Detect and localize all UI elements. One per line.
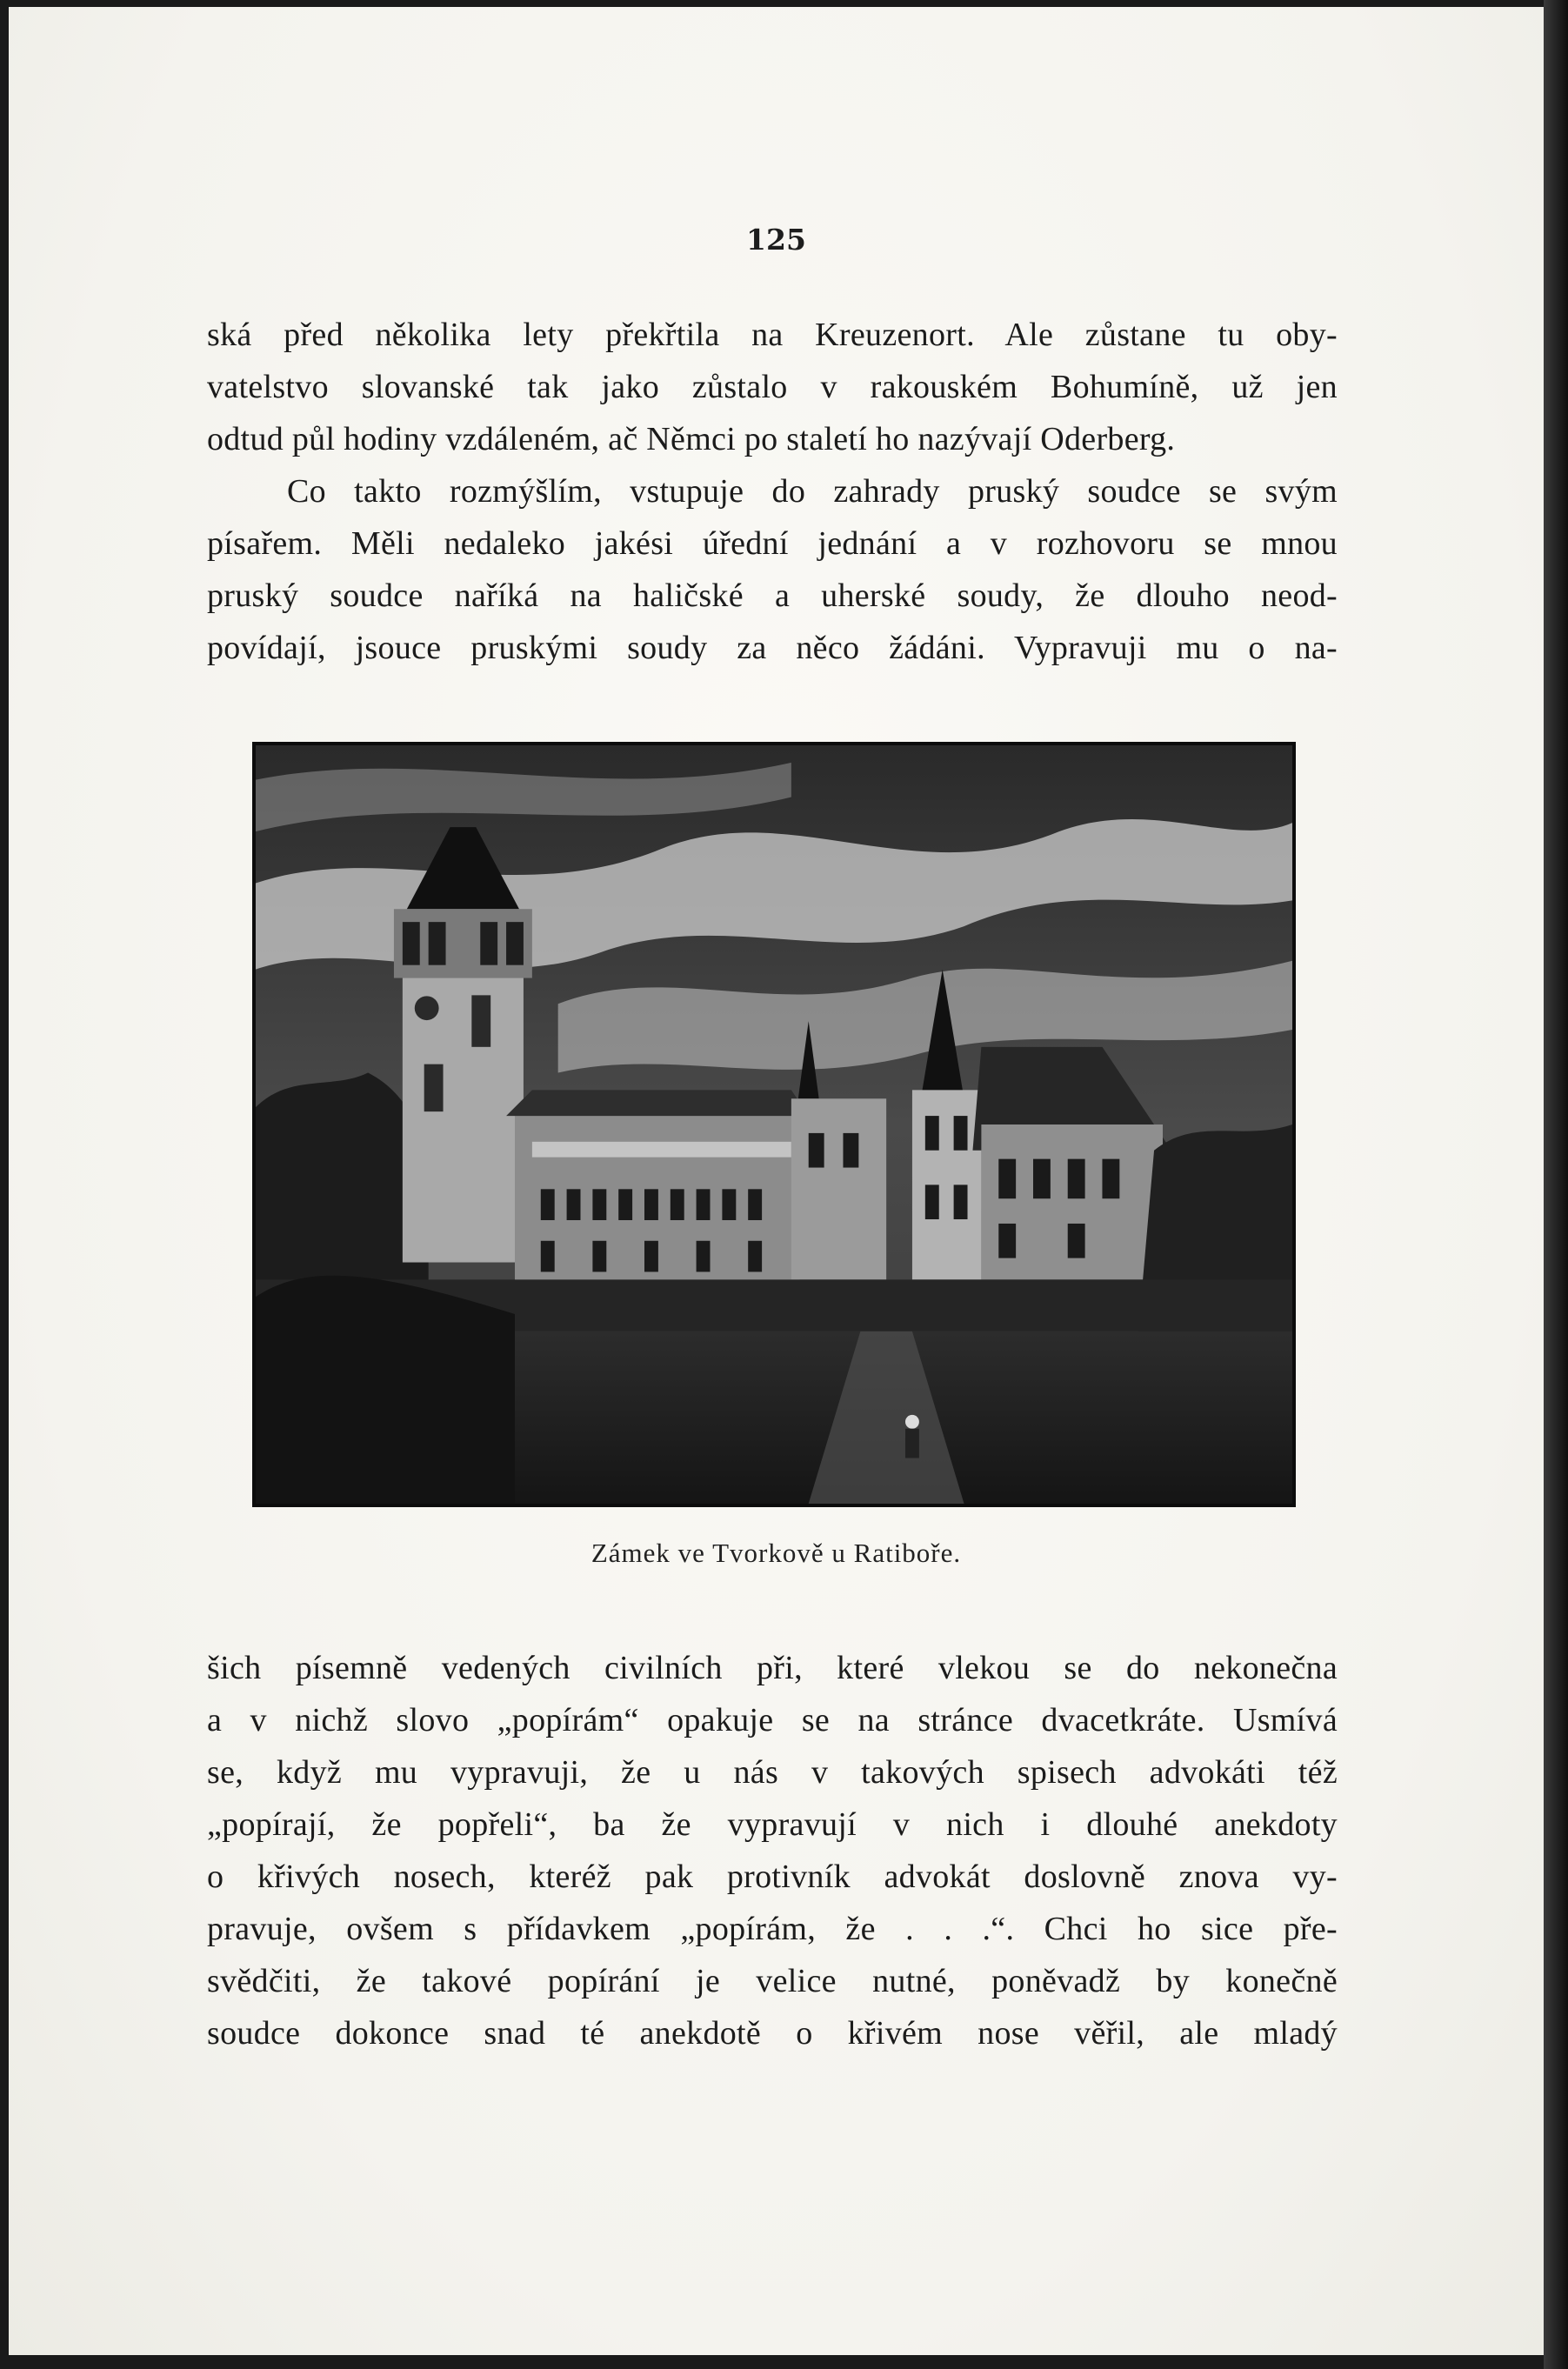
text-line: písařem. Měli nedaleko jakési úřední jednání a v rozhovoru se mnou [207, 525, 1338, 562]
text-line: o křivých nosech, kteréž pak protivník advokát doslovně znova vy- [207, 1858, 1338, 1895]
figure-caption: Zámek ve Tvorkově u Ratiboře. [591, 1538, 962, 1568]
paragraph [207, 465, 1338, 674]
text-line: „popírají, že popřeli“, ba že vypravují v nich i dlouhé anekdoty [207, 1806, 1338, 1843]
text-line: pruský soudce naříká na haličské a uherské soudy, že dlouho neod- [207, 577, 1338, 614]
book-page [9, 7, 1544, 2355]
text-line: ská před několika lety překřtila na Kreuzenort. Ale zůstane tu oby- [207, 317, 1338, 353]
text-line: povídají, jsouce pruskými soudy za něco žádáni. Vypravuji mu o na- [207, 630, 1338, 666]
page-number: 125 [746, 223, 806, 257]
text-line: soudce dokonce snad té anekdotě o křivém nose věřil, ale mladý [207, 2015, 1338, 2052]
text-line: a v nichž slovo „popírám“ opakuje se na stránce dvacetkráte. Usmívá [207, 1702, 1338, 1738]
page-edge-shadow [1544, 0, 1568, 2369]
text-line: pravuje, ovšem s přídavkem „popírám, že . . .“. Chci ho sice pře- [207, 1911, 1338, 1947]
text-line: vatelstvo slovanské tak jako zůstalo v rakouském Bohumíně, už jen [207, 369, 1338, 405]
castle-engraving [256, 745, 1292, 1504]
paragraph-after-figure [207, 1642, 1338, 2059]
text-line: svědčiti, že takové popírání je velice nutné, poněvadž by konečně [207, 1963, 1338, 1999]
text-line: Co takto rozmýšlím, vstupuje do zahrady pruský soudce se svým [287, 473, 1338, 510]
castle-illustration [252, 742, 1296, 1507]
text-line: šich písemně vedených civilních při, které vlekou se do nekonečna [207, 1650, 1338, 1686]
text-line: odtud půl hodiny vzdáleném, ač Němci po staletí ho nazývají Oderberg. [207, 421, 1176, 457]
paragraph-continued [207, 309, 1338, 465]
text-line: se, když mu vypravuji, že u nás v takových spisech advokáti též [207, 1754, 1338, 1791]
